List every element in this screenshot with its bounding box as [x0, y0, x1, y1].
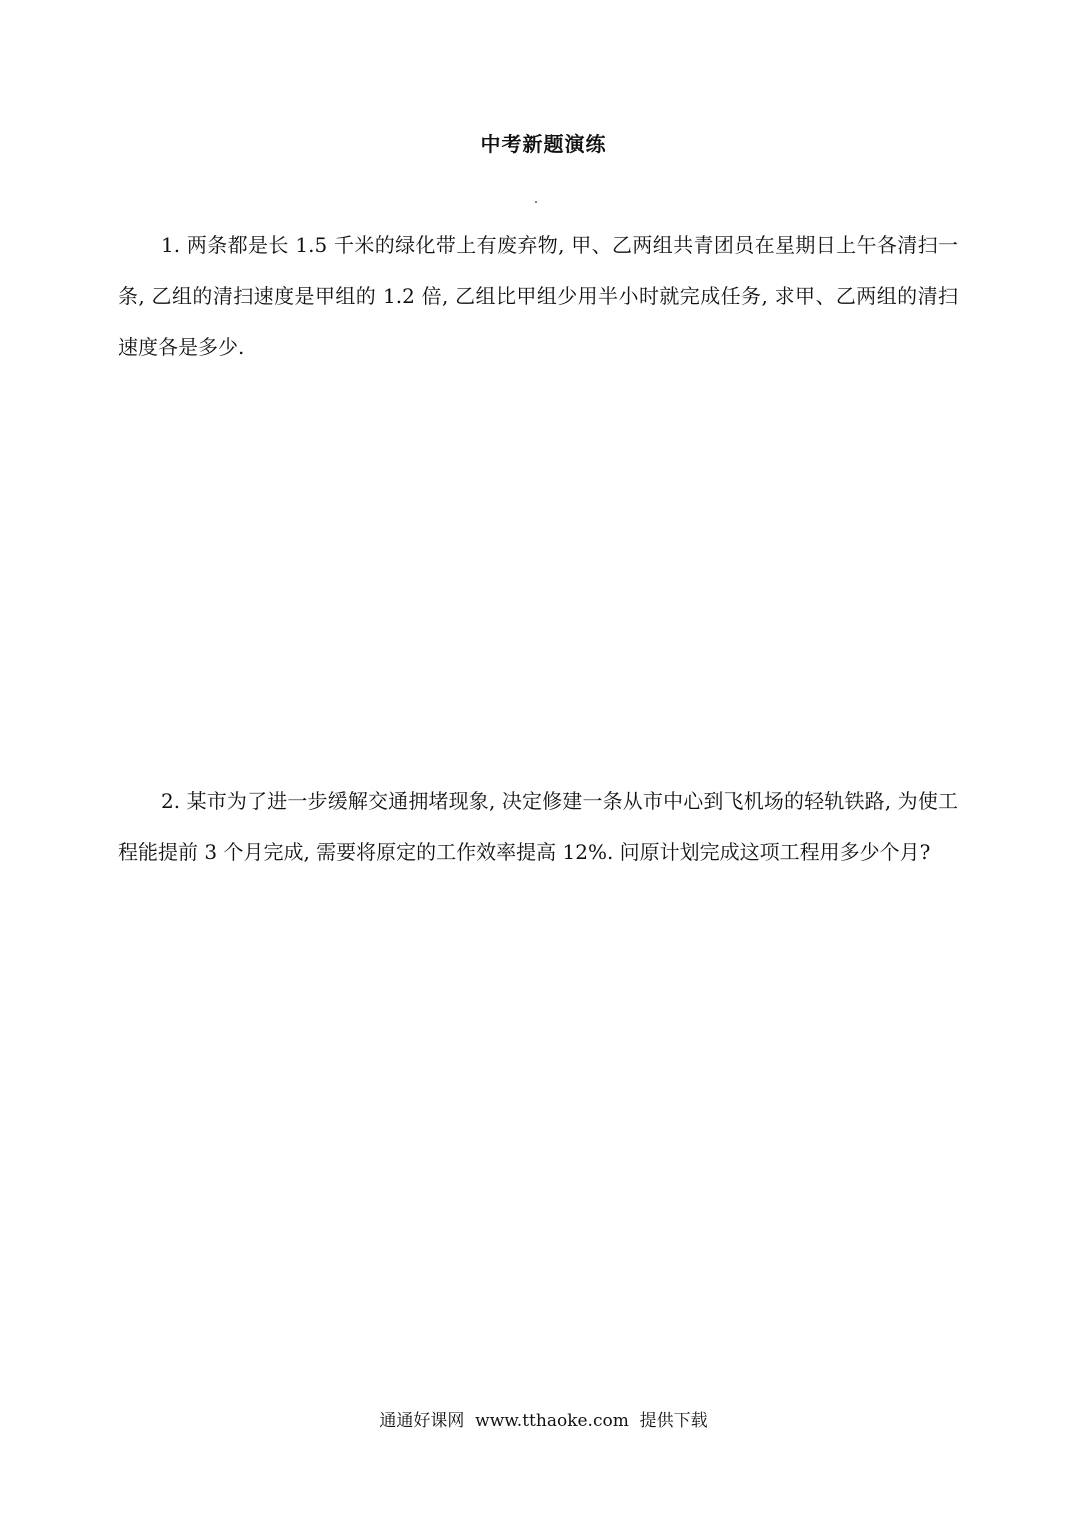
page-title: 中考新题演练 [480, 132, 607, 156]
question-1: 1. 两条都是长 1.5 千米的绿化带上有废弃物, 甲、乙两组共青团员在星期日上午各清扫一条, 乙组的清扫速度是甲组的 1.2 倍, 乙组比甲组少用半小时就完成任务, 求甲、乙两组的清扫速度各是多少. [118, 233, 958, 359]
decorative-dot [535, 201, 537, 203]
footer-source: 通通好课网 www.tthaoke.com 提供下载 [379, 1411, 708, 1431]
question-2: 2. 某市为了进一步缓解交通拥堵现象, 决定修建一条从市中心到飞机场的轻轨铁路, 为使工程能提前 3 个月完成, 需要将原定的工作效率提高 12%. 问原计划完成这项工程用多少个月? [118, 789, 958, 864]
